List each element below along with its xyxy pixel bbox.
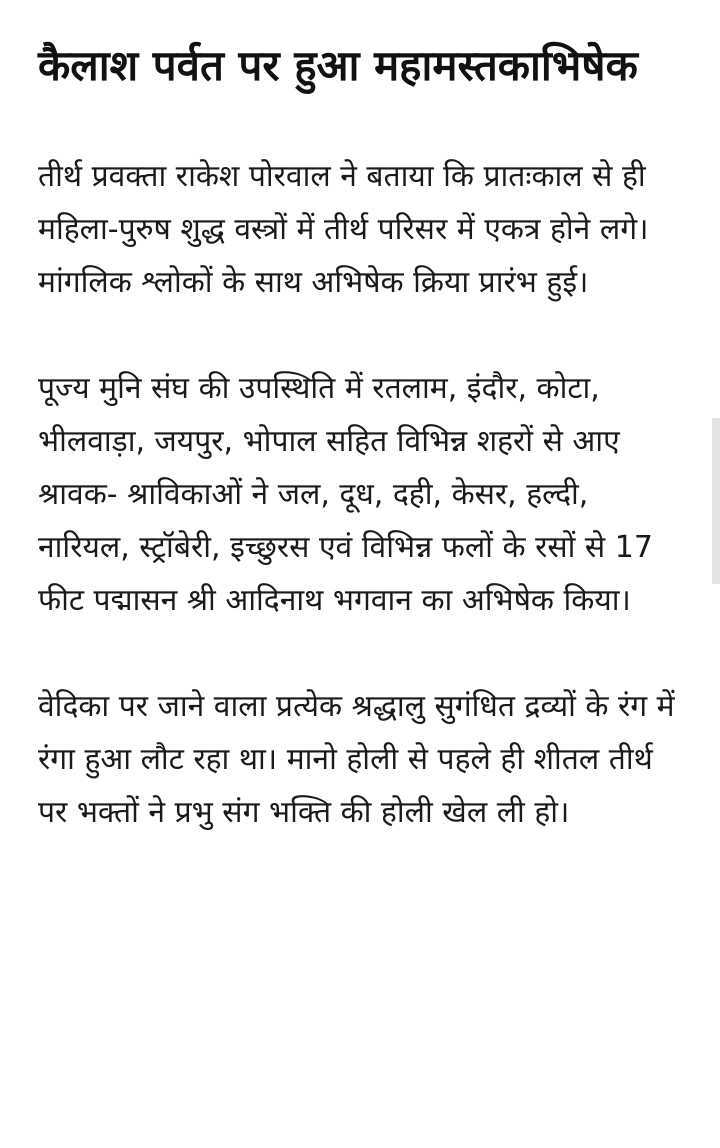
scrollbar-thumb[interactable] [712, 418, 720, 584]
article-paragraph: पूज्य मुनि संघ की उपस्थिति में रतलाम, इंदौर, कोटा, भीलवाड़ा, जयपुर, भोपाल सहित विभिन्न शहरों से आए श्रावक- श्राविकाओं ने जल, दूध, दही, केसर, हल्दी, नारियल, स्ट्रॉबेरी, इच्छुरस एवं विभिन्न फलों के रसों से 17 फीट पद्मासन श्री आदिनाथ भगवान का अभिषेक किया। [38, 371, 653, 618]
article-headline: कैलाश पर्वत पर हुआ महामस्तकाभिषेक [38, 41, 638, 90]
article-paragraph: तीर्थ प्रवक्ता राकेश पोरवाल ने बताया कि प्रातःकाल से ही महिला-पुरुष शुद्ध वस्त्रों में तीर्थ परिसर में एकत्र होने लगे। मांगलिक श्लोकों के साथ अभिषेक क्रिया प्रारंभ हुई। [38, 159, 649, 300]
article-body [38, 30, 678, 839]
article-paragraph: वेदिका पर जाने वाला प्रत्येक श्रद्धालु सुगंधित द्रव्यों के रंग में रंगा हुआ लौट रहा था। मानो होली से पहले ही शीतल तीर्थ पर भक्तों ने प्रभु संग भक्ति की होली खेल ली हो। [38, 689, 675, 830]
